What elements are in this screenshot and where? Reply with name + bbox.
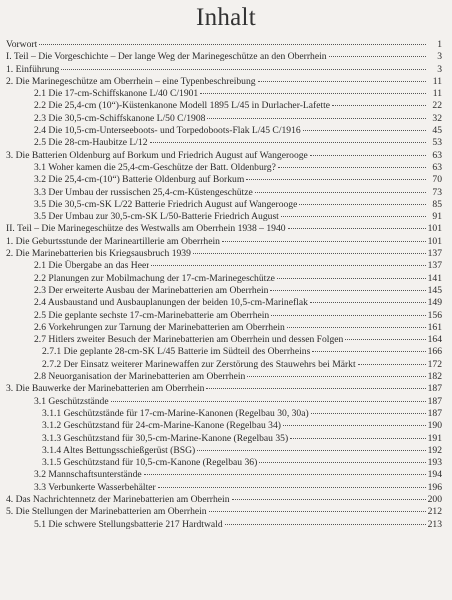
- toc-entry-title: 2.5 Die 28-cm-Haubitze L/12: [34, 137, 148, 149]
- dot-leader: [247, 376, 425, 377]
- toc-entry: [6, 310, 442, 322]
- toc-entry-title: 2.4 Die 10,5-cm-Unterseeboots- und Torpedoboots-Flak L/45 C/1916: [34, 125, 301, 137]
- dot-leader: [206, 388, 425, 389]
- dot-leader: [332, 105, 426, 106]
- toc-entry: [6, 297, 442, 309]
- dot-leader: [299, 204, 426, 205]
- toc-entry-title: 2.6 Vorkehrungen zur Tarnung der Marinebatterien am Oberrhein: [34, 321, 285, 333]
- toc-entry-title: 3. Die Batterien Oldenburg auf Borkum und Friedrich August auf Wangerooge: [6, 149, 308, 161]
- toc-entry-page-number: 194: [427, 469, 442, 481]
- toc-entry-page-number: 45: [432, 125, 442, 137]
- toc-entry-title: 3.1.1 Geschützstände für 17-cm-Marine-Kanonen (Regelbau 30, 30a): [42, 407, 309, 419]
- toc-entry-page-number: 200: [427, 493, 442, 505]
- dot-leader: [329, 56, 426, 57]
- toc-entry: [6, 396, 442, 408]
- toc-entry-page-number: 196: [427, 481, 442, 493]
- toc-entry-page-number: 101: [427, 223, 442, 235]
- toc-entry: [6, 383, 442, 395]
- toc-entry-page-number: 137: [427, 248, 442, 260]
- toc-entry-title: 3.1.3 Geschützstand für 30,5-cm-Marine-Kanone (Regelbau 35): [42, 432, 289, 444]
- toc-entry-title: 2.8 Neuorganisation der Marinebatterien am Oberrhein: [34, 371, 246, 383]
- toc-entry: [6, 273, 442, 285]
- toc-entry-page-number: 63: [432, 149, 442, 161]
- toc-entry-title: 3.1.5 Geschützstand für 10,5-cm-Kanone (Regelbau 36): [42, 457, 258, 469]
- dot-leader: [270, 290, 425, 291]
- toc-entry-title: 2.5 Die geplante sechste 17-cm-Marinebatterie am Oberrhein: [34, 309, 270, 321]
- toc-entry-page-number: 187: [427, 407, 442, 419]
- toc-entry-title: 2.2 Planungen zur Mobilmachung der 17-cm-Marinegeschütze: [34, 272, 275, 284]
- toc-entry-title: 2.7 Hitlers zweiter Besuch der Marinebatterien am Oberrhein und dessen Folgen: [34, 334, 344, 346]
- toc-entry-page-number: 191: [427, 432, 442, 444]
- dot-leader: [287, 327, 426, 328]
- toc-entry: [6, 408, 442, 420]
- toc-entry: [6, 346, 442, 358]
- toc-entry: [6, 211, 442, 223]
- dot-leader: [277, 278, 426, 279]
- toc-entry-page-number: 73: [432, 186, 442, 198]
- toc-entry-title: 2.1 Die 17-cm-Schiffskanone L/40 C/1901: [34, 88, 199, 100]
- toc-entry: [6, 371, 442, 383]
- dot-leader: [258, 81, 426, 82]
- toc-entry-page-number: 187: [427, 383, 442, 395]
- dot-leader: [232, 499, 426, 500]
- toc-entry-page-number: 3: [437, 63, 442, 75]
- toc-entry-title: 3.3 Der Umbau der russischen 25,4-cm-Küstengeschütze: [34, 186, 253, 198]
- toc-entry-title: 3. Die Bauwerke der Marinebatterien am Oberrhein: [6, 383, 205, 395]
- toc-entry-title: Vorwort: [6, 39, 38, 50]
- toc-entry-page-number: 32: [432, 112, 442, 124]
- toc-entry-title: 1. Die Geburtsstunde der Marineartillerie am Oberrhein: [6, 235, 220, 247]
- toc-entry: [6, 64, 442, 76]
- toc-entry: [6, 39, 442, 51]
- toc-entry-page-number: 141: [427, 272, 442, 284]
- toc-entry: [6, 506, 442, 518]
- toc-entry: [6, 223, 442, 235]
- toc-entry: [6, 334, 442, 346]
- toc-entry: [6, 482, 442, 494]
- toc-entry: [6, 125, 442, 137]
- toc-entry-page-number: 156: [427, 309, 442, 321]
- toc-entry-page-number: 1: [437, 39, 442, 50]
- toc-entry-title: 3.3 Verbunkerte Wasserbehälter: [34, 481, 156, 493]
- dot-leader: [209, 511, 426, 512]
- dot-leader: [290, 438, 425, 439]
- toc-entry-page-number: 22: [432, 100, 442, 112]
- toc-entry-title: 2.3 Der erweiterte Ausbau der Marinebatterien am Oberrhein: [34, 284, 269, 296]
- toc-entry: [6, 285, 442, 297]
- dot-leader: [278, 167, 426, 168]
- toc-entry-page-number: 91: [432, 211, 442, 223]
- toc-entry-title: 5. Die Stellungen der Marinebatterien am Oberrhein: [6, 506, 207, 518]
- toc-entry: [6, 150, 442, 162]
- toc-entry-title: I. Teil – Die Vorgeschichte – Der lange Weg der Marinegeschütze an den Oberrhein: [6, 51, 327, 63]
- toc-entry-title: II. Teil – Die Marinegeschütze des Westwalls am Oberrhein 1938 – 1940: [6, 223, 286, 235]
- toc-entry-title: 1. Einführung: [6, 63, 60, 75]
- toc-entry-page-number: 85: [432, 198, 442, 210]
- toc-entry: [6, 433, 442, 445]
- dot-leader: [246, 179, 426, 180]
- toc-entry-page-number: 166: [427, 346, 442, 358]
- dot-leader: [259, 462, 425, 463]
- toc-entry-title: 3.1.4 Altes Bettungsschießgerüst (BSG): [42, 444, 196, 456]
- toc-entry-page-number: 213: [427, 518, 442, 530]
- dot-leader: [222, 241, 426, 242]
- toc-entry-page-number: 137: [427, 260, 442, 272]
- toc-entry-title: 3.5 Der Umbau zur 30,5-cm-SK L/50-Batterie Friedrich August: [34, 211, 279, 223]
- toc-entry: [6, 199, 442, 211]
- dot-leader: [281, 216, 426, 217]
- toc-entry-page-number: 187: [427, 395, 442, 407]
- dot-leader: [303, 130, 426, 131]
- toc-entry: [6, 248, 442, 260]
- toc-entry-page-number: 53: [432, 137, 442, 149]
- toc-entry-title: 2. Die Marinegeschütze am Oberrhein – eine Typenbeschreibung: [6, 75, 256, 87]
- dot-leader: [310, 302, 426, 303]
- table-of-contents: [6, 39, 442, 531]
- toc-entry-page-number: 63: [432, 161, 442, 173]
- dot-leader: [193, 253, 426, 254]
- toc-entry-page-number: 70: [432, 174, 442, 186]
- dot-leader: [283, 425, 426, 426]
- toc-entry-page-number: 193: [427, 457, 442, 469]
- toc-entry-page-number: 164: [427, 334, 442, 346]
- toc-entry: [6, 469, 442, 481]
- dot-leader: [312, 351, 425, 352]
- toc-entry: [6, 260, 442, 272]
- dot-leader: [310, 155, 426, 156]
- toc-entry: [6, 113, 442, 125]
- toc-entry-title: 2.2 Die 25,4-cm (10“)-Küstenkanone Modell 1895 L/45 in Durlacher-Lafette: [34, 100, 331, 112]
- dot-leader: [144, 474, 426, 475]
- dot-leader: [197, 450, 425, 451]
- dot-leader: [207, 118, 426, 119]
- toc-entry-page-number: 101: [427, 235, 442, 247]
- toc-entry-page-number: 3: [437, 51, 442, 63]
- toc-entry: [6, 187, 442, 199]
- toc-entry-page-number: 212: [427, 506, 442, 518]
- toc-entry-title: 4. Das Nachrichtennetz der Marinebatterien am Oberrhein: [6, 493, 230, 505]
- dot-leader: [255, 192, 426, 193]
- dot-leader: [345, 339, 425, 340]
- toc-entry-title: 2.7.2 Der Einsatz weiterer Marinewaffen zur Zerstörung des Stauwehrs bei Märkt: [42, 358, 356, 370]
- toc-entry: [6, 359, 442, 371]
- toc-entry-title: 2.7.1 Die geplante 28-cm-SK L/45 Batterie im Südteil des Oberrheins: [42, 346, 311, 358]
- toc-entry-title: 3.1 Geschützstände: [34, 395, 109, 407]
- toc-entry-title: 3.2 Mannschaftsunterstände: [34, 469, 142, 481]
- toc-entry-page-number: 11: [432, 75, 442, 87]
- toc-entry: [6, 494, 442, 506]
- toc-entry-title: 3.5 Die 30,5-cm-SK L/22 Batterie Friedrich August auf Wangerooge: [34, 198, 298, 210]
- dot-leader: [158, 487, 426, 488]
- page-title: Inhalt: [195, 4, 257, 31]
- toc-entry-title: 3.2 Die 25,4-cm-(10“) Batterie Oldenburg auf Borkum: [34, 174, 245, 186]
- toc-entry: [6, 322, 442, 334]
- dot-leader: [311, 413, 426, 414]
- toc-entry: [6, 100, 442, 112]
- toc-entry-page-number: 11: [432, 88, 442, 100]
- toc-entry: [6, 457, 442, 469]
- dot-leader: [111, 401, 426, 402]
- dot-leader: [61, 69, 426, 70]
- toc-entry: [6, 76, 442, 88]
- toc-entry-page-number: 190: [427, 420, 442, 432]
- dot-leader: [358, 364, 426, 365]
- toc-entry-title: 2.1 Die Übergabe an das Heer: [34, 260, 150, 272]
- toc-entry-page-number: 149: [427, 297, 442, 309]
- toc-entry-title: 3.1.2 Geschützstand für 24-cm-Marine-Kanone (Regelbau 34): [42, 420, 281, 432]
- toc-entry: [6, 137, 442, 149]
- dot-leader: [288, 228, 426, 229]
- toc-entry-page-number: 161: [427, 321, 442, 333]
- toc-entry: [6, 162, 442, 174]
- toc-entry: [6, 236, 442, 248]
- toc-entry: [6, 420, 442, 432]
- toc-entry: [6, 519, 442, 531]
- dot-leader: [225, 524, 426, 525]
- dot-leader: [151, 265, 425, 266]
- toc-entry-title: 2.4 Ausbaustand und Ausbauplanungen der beiden 10,5-cm-Marineflak: [34, 297, 308, 309]
- toc-entry: [6, 445, 442, 457]
- toc-entry: [6, 88, 442, 100]
- toc-entry-page-number: 192: [427, 444, 442, 456]
- toc-entry-title: 5.1 Die schwere Stellungsbatterie 217 Hardtwald: [34, 518, 223, 530]
- toc-entry: [6, 174, 442, 186]
- toc-entry: [6, 51, 442, 63]
- dot-leader: [271, 315, 425, 316]
- dot-leader: [200, 93, 426, 94]
- toc-entry-title: 2.3 Die 30,5-cm-Schiffskanone L/50 C/1908: [34, 112, 206, 124]
- toc-entry-page-number: 145: [427, 284, 442, 296]
- dot-leader: [150, 142, 427, 143]
- toc-entry-page-number: 182: [427, 371, 442, 383]
- dot-leader: [39, 44, 426, 45]
- toc-entry-page-number: 172: [427, 358, 442, 370]
- toc-entry-title: 2. Die Marinebatterien bis Kriegsausbruch 1939: [6, 248, 191, 260]
- toc-entry-title: 3.1 Woher kamen die 25,4-cm-Geschütze der Batt. Oldenburg?: [34, 161, 276, 173]
